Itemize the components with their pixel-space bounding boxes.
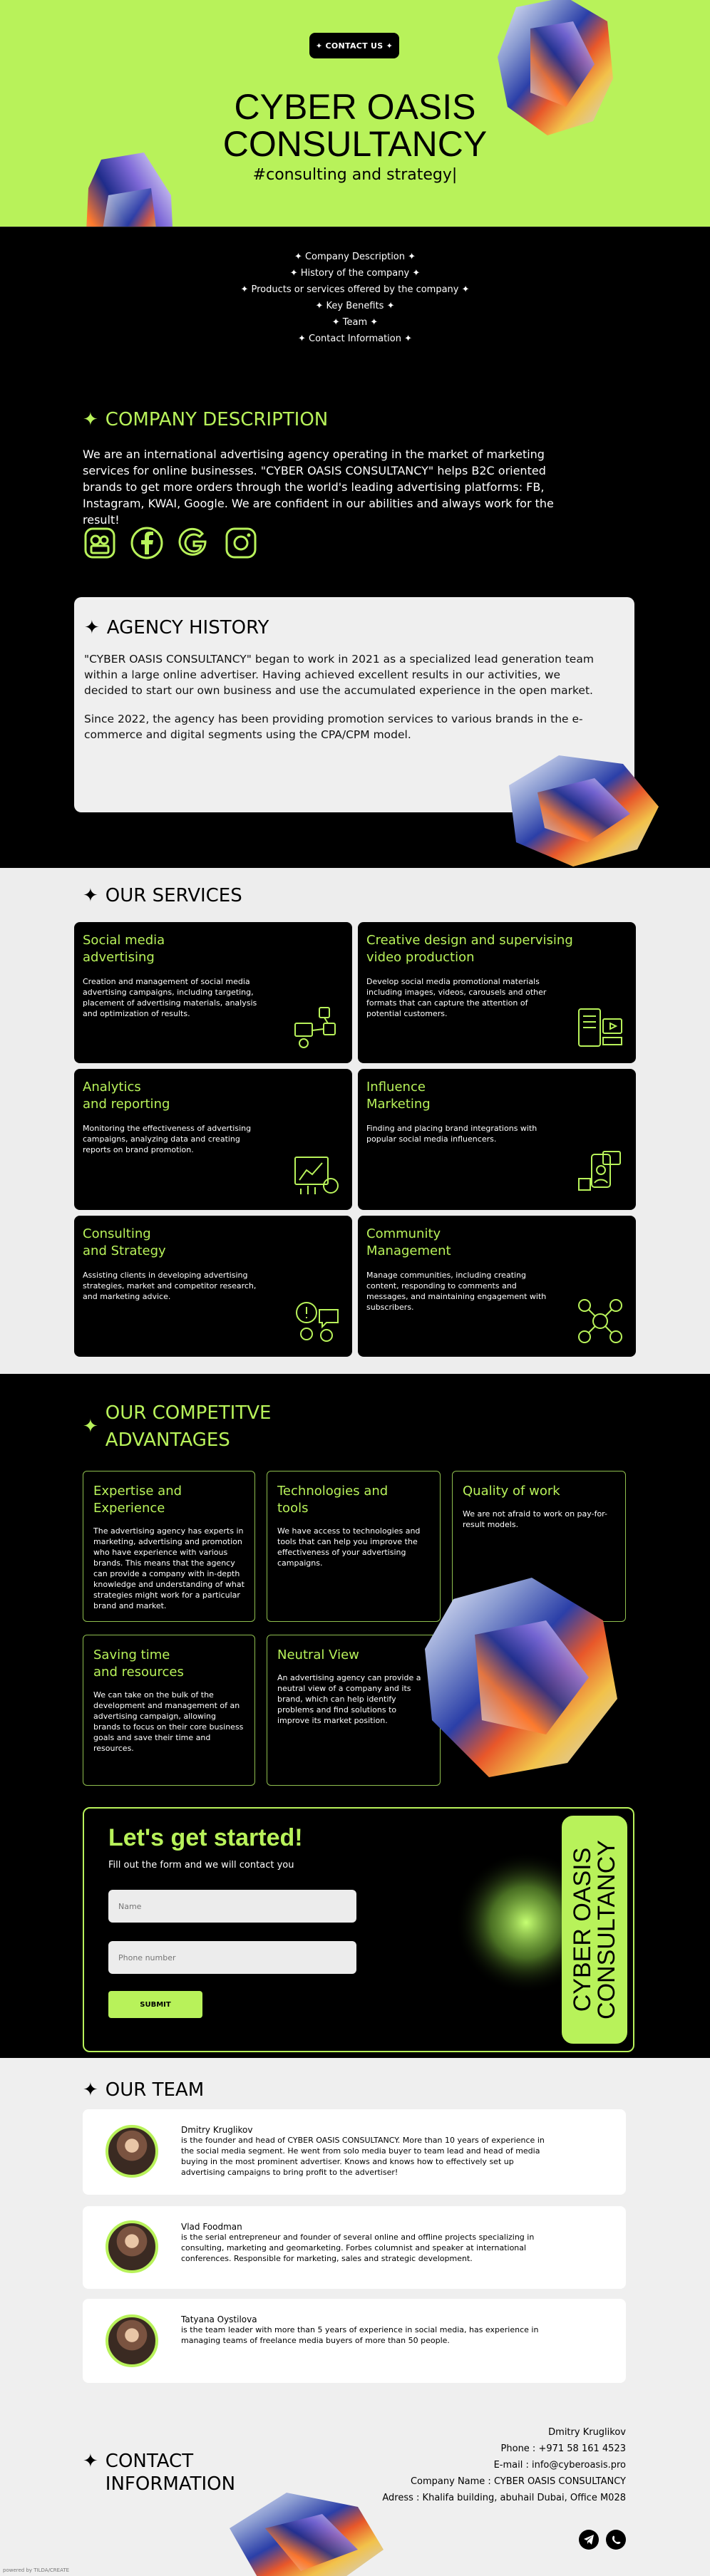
phone-input[interactable] <box>108 1941 356 1974</box>
advantage-description: We can take on the bulk of the development and management of an advertising campaign, allowing brands to focus on their core business goals and save their time and resources. <box>93 1690 244 1753</box>
team-member-card <box>83 2299 626 2383</box>
advantage-title: Expertise and Experience <box>93 1484 182 1516</box>
service-card[interactable] <box>74 1216 352 1357</box>
contact-company: Company Name : CYBER OASIS CONSULTANCY <box>410 2476 626 2487</box>
section-heading-text: CONTACT INFORMATION <box>105 2451 236 2495</box>
community-icon <box>575 1295 626 1347</box>
nav-item-team[interactable]: ✦ Team ✦ <box>331 317 379 328</box>
section-heading <box>83 1400 271 1454</box>
advantage-card <box>83 1471 255 1622</box>
sparkle-icon: ✦ <box>83 885 98 906</box>
google-icon[interactable] <box>177 526 211 560</box>
advantage-title: Quality of work <box>463 1484 560 1499</box>
section-heading <box>84 617 624 638</box>
analytics-icon <box>291 1149 342 1200</box>
member-name: Dmitry Kruglikov <box>181 2125 253 2135</box>
service-title: Social media advertising <box>83 933 165 965</box>
member-bio: is the team leader with more than 5 years of experience in social media, has experience in managing teams of freelance media buyers of more than 50 people. <box>181 2325 539 2345</box>
hero-section <box>0 0 710 227</box>
advantage-title: Technologies and tools <box>277 1484 389 1516</box>
advantage-description: The advertising agency has experts in marketing, advertising and promotion who have experience with various brands. This means that the agency can provide a company with in-depth knowledge and understanding of what strategies might work for a particular brand and market. <box>93 1526 245 1610</box>
social-links <box>83 526 258 560</box>
crystal-decoration-icon <box>215 2486 386 2576</box>
section-heading <box>83 885 242 906</box>
service-title: Consulting and Strategy <box>83 1226 166 1258</box>
member-name: Tatyana Oystilova <box>181 2314 257 2324</box>
contact-social-buttons <box>579 2530 626 2550</box>
service-card[interactable] <box>358 1216 636 1357</box>
advantage-description: We have access to technologies and tools that can help you improve the effectiveness of your advertising campaigns. <box>277 1526 421 1568</box>
contact-email[interactable]: E-mail : info@cyberoasis.pro <box>493 2460 626 2471</box>
table-of-contents <box>0 227 710 358</box>
team-section <box>0 2058 710 2421</box>
crystal-decoration-icon <box>80 152 180 227</box>
contact-us-button[interactable]: ✦ CONTACT US ✦ <box>309 33 399 58</box>
tagline: #consulting and strategy| <box>252 166 458 184</box>
company-description-section <box>0 358 710 597</box>
title-line-1: CYBER OASIS <box>234 87 476 127</box>
service-description: Assisting clients in developing advertising strategies, market and competitor research, and marketing advice. <box>83 1271 257 1301</box>
advantages-section <box>0 1374 710 2058</box>
history-section <box>0 597 710 868</box>
nav-item-company-description[interactable]: ✦ Company Description ✦ <box>294 252 416 262</box>
section-heading <box>83 2450 235 2495</box>
service-description: Creation and management of social media advertising campaigns, including targeting, placement of advertising materials, analysis and optimization of results. <box>83 977 257 1018</box>
section-heading-text: OUR TEAM <box>105 2079 205 2101</box>
service-card[interactable] <box>358 922 636 1063</box>
service-card[interactable] <box>74 922 352 1063</box>
contact-name: Dmitry Kruglikov <box>548 2427 626 2438</box>
section-heading-text: COMPANY DESCRIPTION <box>105 409 329 430</box>
nav-item-contact[interactable]: ✦ Contact Information ✦ <box>297 333 412 344</box>
member-bio: is the founder and head of CYBER OASIS CONSULTANCY. More than 10 years of experience in the social media segment. He went from solo media buyer to team lead and head of media buying in the most prominent advertiser. Knows and knows how to effectively set up advertising campaigns to bring profit to the advertiser! <box>181 2136 545 2177</box>
sparkle-icon: ✦ <box>84 617 100 638</box>
service-description: Monitoring the effectiveness of advertising campaigns, analyzing data and creating reports on brand promotion. <box>83 1124 252 1154</box>
name-input[interactable] <box>108 1890 356 1923</box>
nav-item-key-benefits[interactable]: ✦ Key Benefits ✦ <box>315 301 395 311</box>
consulting-icon <box>291 1295 342 1347</box>
service-title: Analytics and reporting <box>83 1080 170 1112</box>
member-name: Vlad Foodman <box>181 2222 242 2232</box>
advantage-description: An advertising agency can provide a neutral view of a company and its brand, which can help identify problems and find solutions to improve its market position. <box>277 1673 421 1725</box>
service-title: Community Management <box>366 1226 451 1258</box>
advantage-description: We are not afraid to work on pay-for-result models. <box>463 1509 607 1529</box>
team-member-card <box>83 2206 626 2289</box>
telegram-icon[interactable] <box>579 2530 599 2550</box>
crystal-decoration-icon <box>488 0 616 140</box>
phone-illustration-text: CYBER OASIS CONSULTANCY <box>569 1840 620 2019</box>
avatar <box>106 2314 158 2367</box>
whatsapp-icon[interactable] <box>606 2530 626 2550</box>
sparkle-icon: ✦ <box>83 2079 98 2101</box>
sparkle-icon: ✦ <box>83 409 98 430</box>
footer-credit: powered by TILDA/CREATE <box>3 2567 70 2573</box>
section-heading <box>83 409 328 430</box>
sparkle-icon: ✦ <box>83 1416 98 1437</box>
team-member-card <box>83 2109 626 2195</box>
submit-button[interactable]: SUBMIT <box>108 1991 202 2018</box>
history-paragraph-1: "CYBER OASIS CONSULTANCY" began to work in 2021 as a specialized lead generation team within a large online advertiser. Having achieved excellent results in our activities, we decided to start our own business and use the accumulated experience in the open market. <box>84 653 594 697</box>
advantage-title: Neutral View <box>277 1647 359 1662</box>
section-heading-text: OUR SERVICES <box>105 885 242 906</box>
social-media-icon <box>291 1002 342 1053</box>
video-production-icon <box>575 1002 626 1053</box>
phone-illustration <box>562 1816 627 2044</box>
kwai-icon[interactable] <box>83 526 117 560</box>
contact-address: Adress : Khalifa building, abuhail Dubai, Office M028 <box>382 2493 626 2503</box>
contact-phone[interactable]: Phone : +971 58 161 4523 <box>500 2443 626 2454</box>
service-title: Creative design and supervising video production <box>366 933 573 965</box>
history-paragraph-2: Since 2022, the agency has been providing promotion services to various brands in the e-commerce and digital segments using the CPA/CPM model. <box>84 713 583 741</box>
service-title: Influence Marketing <box>366 1080 431 1112</box>
instagram-icon[interactable] <box>224 526 258 560</box>
member-bio: is the serial entrepreneur and founder of several online and offline projects specializing in consulting, marketing and geomarketing. Forbes columnist and speaker at international conferences. Responsible for marketing, sales and strategic development. <box>181 2233 535 2263</box>
service-description: Develop social media promotional materials including images, videos, carousels and other formats that can capture the attention of potential customers. <box>366 977 547 1018</box>
title-line-2: CONSULTANCY <box>222 124 488 164</box>
avatar <box>106 2220 158 2273</box>
contact-form <box>83 1807 634 2052</box>
sparkle-icon: ✦ <box>83 2451 98 2472</box>
facebook-icon[interactable] <box>130 526 164 560</box>
form-title: Let's get started! <box>108 1824 303 1851</box>
section-heading-text: OUR COMPETITVE ADVANTAGES <box>105 1402 272 1451</box>
advantage-title: Saving time and resources <box>93 1647 184 1680</box>
company-description-text: We are an international advertising agency operating in the market of marketing services for online businesses. "CYBER OASIS CONSULTANCY" helps B2C oriented brands to get more orders through the world's leading advertising platforms: FB, Instagram, KWAI, Google. We are confident in our abilities and always work for the result! <box>83 448 554 527</box>
nav-item-history[interactable]: ✦ History of the company ✦ <box>289 268 421 279</box>
services-section <box>0 868 710 1374</box>
services-grid <box>74 922 636 1357</box>
form-subtitle: Fill out the form and we will contact you <box>108 1860 294 1871</box>
section-heading-text: AGENCY HISTORY <box>106 617 269 638</box>
service-card[interactable] <box>358 1069 636 1210</box>
section-heading <box>83 2079 204 2101</box>
influencer-icon <box>575 1149 626 1200</box>
service-description: Manage communities, including creating content, responding to comments and messages, and maintaining engagement with subscribers. <box>366 1271 547 1312</box>
contact-details <box>382 2424 626 2506</box>
nav-item-products[interactable]: ✦ Products or services offered by the company ✦ <box>240 284 470 295</box>
service-description: Finding and placing brand integrations with popular social media influencers. <box>366 1124 537 1144</box>
contact-section <box>0 2421 710 2576</box>
crystal-decoration-icon <box>495 750 664 869</box>
crystal-decoration-icon <box>411 1571 624 1784</box>
avatar <box>106 2125 158 2178</box>
advantage-card <box>83 1635 255 1786</box>
service-card[interactable] <box>74 1069 352 1210</box>
